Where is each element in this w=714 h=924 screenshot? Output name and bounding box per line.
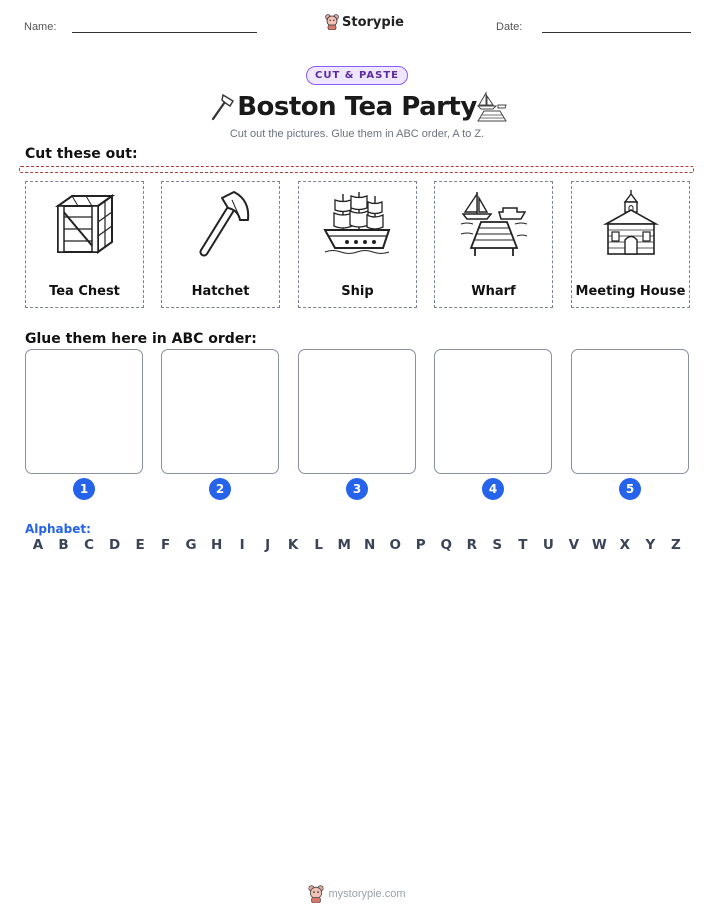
glue-box-3[interactable] — [298, 349, 416, 474]
card-label: Ship — [341, 284, 374, 299]
alphabet-letter: V — [568, 537, 580, 553]
ship-icon — [323, 190, 393, 258]
number-badge-2: 2 — [209, 478, 231, 500]
alphabet-letter: H — [210, 537, 223, 553]
alphabet-letter: D — [108, 537, 121, 553]
alphabet-letter: Y — [645, 537, 656, 553]
cut-card-hatchet[interactable] — [161, 181, 280, 308]
cut-guide-line — [19, 166, 694, 173]
footer — [0, 885, 714, 903]
alphabet-row — [29, 537, 685, 553]
alphabet-letter: N — [364, 537, 376, 553]
alphabet-letter: S — [492, 537, 503, 553]
name-label: Name: — [24, 21, 57, 33]
glue-box-5[interactable] — [571, 349, 689, 474]
alphabet-letter: J — [265, 537, 271, 553]
alphabet-letter: B — [58, 537, 69, 553]
alphabet-letter: L — [314, 537, 323, 553]
card-label: Meeting House — [575, 284, 686, 299]
cut-card-meeting-house[interactable] — [571, 181, 690, 308]
glue-heading: Glue them here in ABC order: — [25, 331, 257, 347]
meeting-house-icon — [596, 190, 666, 258]
crate-icon — [50, 190, 120, 258]
card-label: Wharf — [471, 284, 516, 299]
glue-box-4[interactable] — [434, 349, 552, 474]
alphabet-letter: T — [518, 537, 528, 553]
alphabet-letter: M — [337, 537, 351, 553]
name-line[interactable] — [72, 32, 257, 33]
card-label: Tea Chest — [49, 284, 120, 299]
alphabet-letter: I — [239, 537, 245, 553]
wharf-icon — [459, 190, 529, 258]
cut-card-ship[interactable] — [298, 181, 417, 308]
instructions: Cut out the pictures. Glue them in ABC order, A to Z. — [229, 128, 485, 140]
number-badge-3: 3 — [346, 478, 368, 500]
cut-heading: Cut these out: — [25, 146, 138, 162]
number-badge-5: 5 — [619, 478, 641, 500]
number-badge-1: 1 — [73, 478, 95, 500]
alphabet-letter: Z — [670, 537, 681, 553]
wharf-deco-icon — [476, 91, 508, 127]
alphabet-letter: G — [185, 537, 197, 553]
alphabet-label: Alphabet: — [25, 522, 91, 536]
number-badge-4: 4 — [482, 478, 504, 500]
glue-box-2[interactable] — [161, 349, 279, 474]
card-label: Hatchet — [191, 284, 250, 299]
brand-logo — [325, 14, 404, 30]
glue-box-1[interactable] — [25, 349, 143, 474]
alphabet-letter: A — [32, 537, 44, 553]
page-title: Boston Tea Party — [237, 92, 477, 122]
alphabet-letter: F — [160, 537, 171, 553]
cut-card-wharf[interactable] — [434, 181, 553, 308]
alphabet-letter: O — [389, 537, 401, 553]
alphabet-letter: R — [466, 537, 477, 553]
date-line[interactable] — [542, 32, 691, 33]
alphabet-letter: C — [84, 537, 94, 553]
brand-name: Storypie — [342, 14, 404, 30]
alphabet-letter: K — [287, 537, 299, 553]
alphabet-letter: Q — [440, 537, 452, 553]
hatchet-icon — [186, 190, 256, 258]
badge-row — [0, 66, 714, 85]
cut-card-tea-chest[interactable] — [25, 181, 144, 308]
alphabet-letter: W — [591, 537, 607, 553]
bear-mascot-icon — [308, 885, 324, 903]
alphabet-letter: U — [542, 537, 554, 553]
date-label: Date: — [496, 21, 523, 33]
cut-paste-badge: CUT & PASTE — [306, 66, 408, 85]
alphabet-letter: X — [619, 537, 631, 553]
alphabet-letter: E — [135, 537, 145, 553]
alphabet-letter: P — [415, 537, 426, 553]
footer-url[interactable]: mystorypie.com — [328, 888, 406, 900]
bear-mascot-icon — [325, 14, 339, 30]
